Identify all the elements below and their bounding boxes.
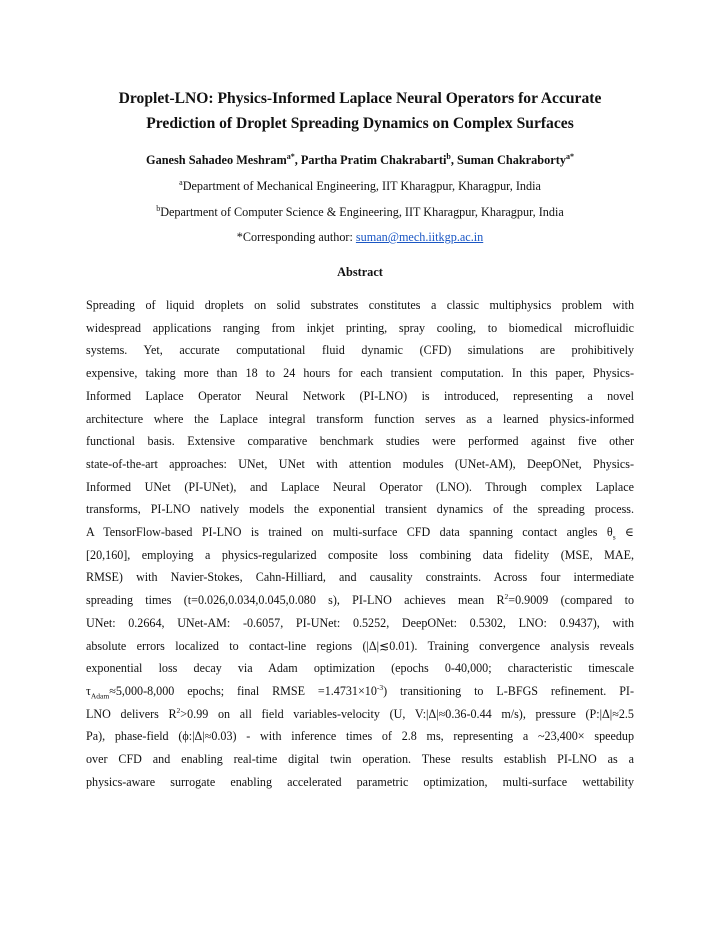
- abstract-body: [86, 294, 634, 793]
- abstract-subscript: s: [612, 532, 616, 542]
- abstract-line: transforms, PI-LNO natively models the exponential transient dynamics of the spreading process.: [86, 502, 634, 517]
- paper-title: [60, 86, 660, 136]
- author-3-affil: a*: [565, 151, 574, 161]
- abstract-fragment: LNO delivers R: [86, 706, 177, 721]
- abstract-heading: Abstract: [337, 265, 383, 279]
- abstract-line: systems. Yet, accurate computational fluid dynamic (CFD) simulations are prohibitively: [86, 343, 634, 358]
- abstract-fragment: τ: [86, 683, 91, 698]
- abstract-line: over CFD and enabling real-time digital twin operation. These results establish PI-LNO as a: [86, 752, 634, 767]
- corresponding-author: [40, 228, 680, 246]
- corresponding-email-link[interactable]: suman@mech.iitkgp.ac.in: [355, 230, 484, 244]
- author-list: [40, 151, 680, 169]
- abstract-line: [86, 521, 634, 544]
- title-line-2: Prediction of Droplet Spreading Dynamics on Complex Surfaces: [146, 115, 574, 132]
- abstract-line: exponential loss decay via Adam optimization (epochs 0-40,000; characteristic timescale: [86, 661, 634, 676]
- abstract-fragment: ∈: [615, 525, 634, 540]
- author-1-affil: a*: [286, 151, 295, 161]
- abstract-line: functional basis. Extensive comparative benchmark studies were performed against five other: [86, 434, 634, 449]
- abstract-fragment: =0.9009 (compared to: [508, 593, 634, 608]
- abstract-fragment: spreading times (t=0.026,0.034,0.045,0.080 s), PI-LNO achieves mean R: [86, 593, 505, 608]
- abstract-superscript: 2: [504, 592, 509, 602]
- abstract-line: state-of-the-art approaches: UNet, UNet with attention modules (UNet-AM), DeepONet, Physics-: [86, 456, 634, 471]
- abstract-superscript: -3: [376, 682, 384, 692]
- abstract-fragment: A TensorFlow-based PI-LNO is trained on multi-surface CFD data spanning contact angles θ: [86, 525, 613, 540]
- abstract-line: Pa), phase-field (ϕ:|Δ|≈0.03) - with inference times of 2.8 ms, representing a ~23,400× speedup: [86, 729, 634, 744]
- affiliation-a: [40, 177, 680, 195]
- affiliation-b: [40, 203, 680, 221]
- abstract-superscript: 2: [176, 705, 181, 715]
- abstract-fragment: ≈5,000-8,000 epochs; final RMSE =1.4731×10: [109, 683, 377, 698]
- abstract-line: expensive, taking more than 18 to 24 hours for each transient computation. In this paper, Physics-: [86, 366, 634, 381]
- abstract-line: widespread applications ranging from inkjet printing, spray cooling, to biomedical microfluidic: [86, 320, 634, 335]
- abstract-line: [20,160], employing a physics-regularized composite loss combining data fidelity (MSE, MAE,: [86, 547, 634, 562]
- abstract-line: [86, 589, 634, 612]
- abstract-line: UNet: 0.2664, UNet-AM: -0.6057, PI-UNet: 0.5252, DeepONet: 0.5302, LNO: 0.9437), with: [86, 615, 634, 630]
- affiliation-b-text: Department of Computer Science & Engineering, IIT Kharagpur, Kharagpur, India: [160, 205, 564, 219]
- abstract-fragment: >0.99 on all field variables-velocity (U, V:|Δ|≈0.36-0.44 m/s), pressure (P:|Δ|≈2.5: [180, 706, 634, 721]
- abstract-subscript: Adam: [90, 691, 110, 701]
- abstract-line: [86, 680, 634, 703]
- corresponding-label: *Corresponding author:: [236, 230, 356, 244]
- author-3: , Suman Chakraborty: [450, 153, 566, 167]
- author-2-affil: b: [446, 151, 451, 161]
- abstract-line: Informed Laplace Operator Neural Network (PI-LNO) is introduced, representing a novel: [86, 388, 634, 403]
- affiliation-a-marker: a: [179, 177, 183, 187]
- abstract-line: [86, 703, 634, 726]
- author-1: Ganesh Sahadeo Meshram: [146, 153, 287, 167]
- author-2: , Partha Pratim Chakrabarti: [294, 153, 447, 167]
- abstract-line: absolute errors localized to contact-line regions (|Δ|≲0.01). Training convergence analysis reveals: [86, 638, 634, 653]
- abstract-line: physics-aware surrogate enabling accelerated parametric optimization, multi-surface wettability: [86, 774, 634, 789]
- abstract-line: architecture where the Laplace integral transform function serves as a learned physics-informed: [86, 411, 634, 426]
- affiliation-b-marker: b: [156, 203, 161, 213]
- affiliation-a-text: Department of Mechanical Engineering, IIT Kharagpur, Kharagpur, India: [182, 179, 541, 193]
- abstract-fragment: ) transitioning to L-BFGS refinement. PI-: [383, 683, 634, 698]
- abstract-line: Spreading of liquid droplets on solid substrates constitutes a classic multiphysics problem with: [86, 298, 634, 312]
- abstract-line: RMSE) with Navier-Stokes, Cahn-Hilliard, and causality constraints. Across four intermediate: [86, 570, 634, 585]
- title-line-1: Droplet-LNO: Physics-Informed Laplace Neural Operators for Accurate: [118, 90, 602, 107]
- abstract-line: Informed UNet (PI-UNet), and Laplace Neural Operator (LNO). Through complex Laplace: [86, 479, 634, 494]
